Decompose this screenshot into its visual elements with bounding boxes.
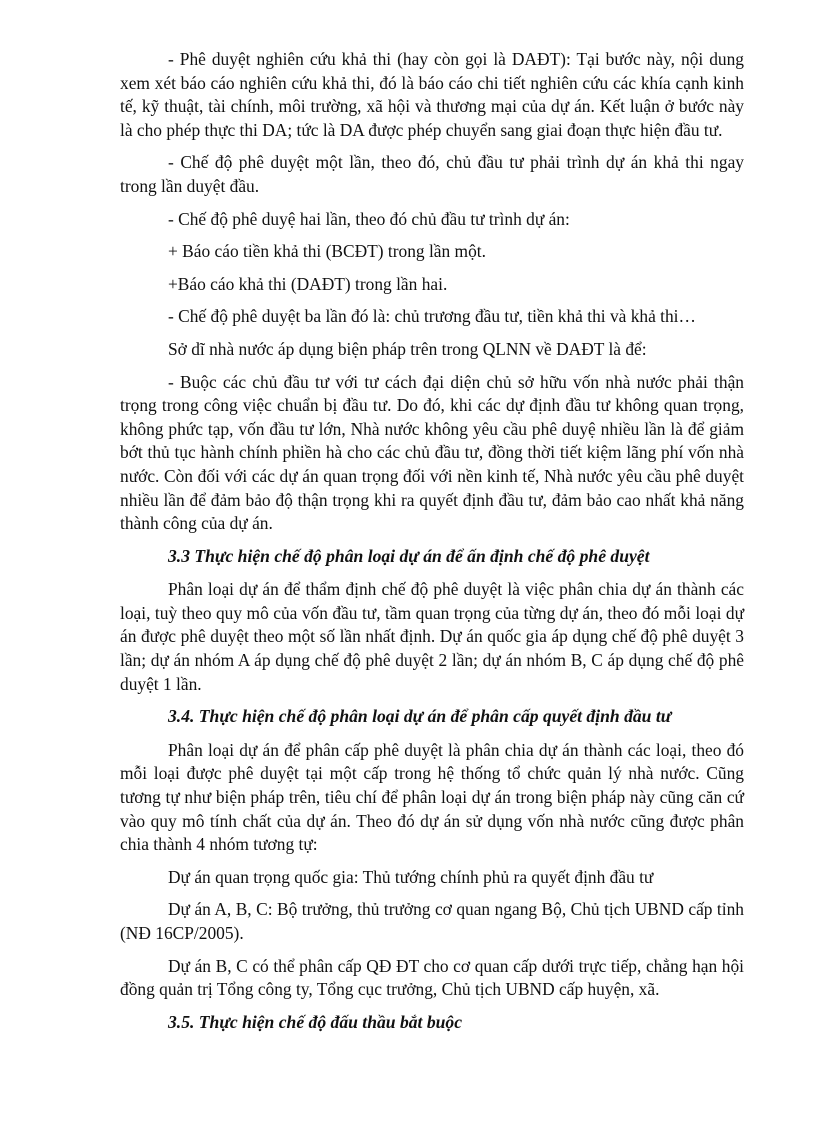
paragraph-reason-detail: - Buộc các chủ đầu tư với tư cách đại diện chủ sở hữu vốn nhà nước phải thận trọng trong công việc chuẩn bị đầu tư. Do đó, khi các dự định đầu tư không quan trọng, không phức tạp, vốn đầu tư lớn, Nhà nước không yêu cầu phê duyệ nhiều lần là để giảm bớt thủ tục hành chính phiền hà cho các chủ đầu tư, đồng thời tiết kiệm lãng phí vốn nhà nước. Còn đối với các dự án quan trọng đối với nền kinh tế, Nhà nước yêu cầu phê duyệt nhiều lần để đảm bảo độ thận trọng khi ra quyết định đầu tư, đảm bảo cao nhất khả năng thành công của dự án. (120, 371, 744, 534)
paragraph-approval-once: - Chế độ phê duyệt một lần, theo đó, chủ đầu tư phải trình dự án khả thi ngay trong lần duyệt đầu. (120, 152, 744, 196)
heading-3-3: 3.3 Thực hiện chế độ phân loại dự án để ấn định chế độ phê duyệt (168, 545, 650, 566)
paragraph-approval-twice: - Chế độ phê duyệ hai lần, theo đó chủ đầu tư trình dự án: (168, 208, 570, 229)
paragraph-classification-decision: Phân loại dự án để phân cấp phê duyệt là phân chia dự án thành các loại, theo đó mỗi loại được phê duyệt tại một cấp trong hệ thống tổ chức quản lý nhà nước. Cũng tương tự như biện pháp trên, tiêu chí để phân loại dự án trong biện pháp này cũng căn cứ vào quy mô tính chất của dự án. Theo đó dự án sử dụng vốn nhà nước cũng được phân chia thành 4 nhóm tương tự: (120, 739, 744, 855)
paragraph-group-abc: Dự án A, B, C: Bộ trưởng, thủ trưởng cơ quan ngang Bộ, Chủ tịch UBND cấp tỉnh (NĐ 16CP/2005). (120, 899, 744, 943)
list-item-feasibility: +Báo cáo khả thi (DAĐT) trong lần hai. (168, 273, 448, 294)
paragraph-national-projects: Dự án quan trọng quốc gia: Thủ tướng chính phủ ra quyết định đầu tư (168, 866, 654, 887)
heading-3-5: 3.5. Thực hiện chế độ đấu thầu bắt buộc (168, 1011, 463, 1032)
heading-3-4: 3.4. Thực hiện chế độ phân loại dự án để phân cấp quyết định đầu tư (168, 706, 672, 727)
paragraph-group-bc: Dự án B, C có thể phân cấp QĐ ĐT cho cơ quan cấp dưới trực tiếp, chẳng hạn hội đồng quản trị Tổng công ty, Tổng cục trưởng, Chủ tịch UBND cấp huyện, xã. (120, 955, 744, 1000)
paragraph-approval-three-times: - Chế độ phê duyệt ba lần đó là: chủ trương đầu tư, tiền khả thi và khả thi… (168, 306, 696, 327)
paragraph-classification-approval: Phân loại dự án để thẩm định chế độ phê duyệt là việc phân chia dự án thành các loại, tuỳ theo quy mô của vốn đầu tư, tầm quan trọng của từng dự án, theo đó mỗi loại dự án được phê duyệt theo một số lần nhất định. Dự án quốc gia áp dụng chế độ phê duyệt 3 lần; dự án nhóm A áp dụng chế độ phê duyệt 2 lần; dự án nhóm B, C áp dụng chế độ phê duyệt 1 lần. (120, 579, 744, 694)
paragraph-reason-intro: Sở dĩ nhà nước áp dụng biện pháp trên trong QLNN về DAĐT là để: (168, 338, 647, 359)
paragraph-feasibility-approval: - Phê duyệt nghiên cứu khả thi (hay còn gọi là DAĐT): Tại bước này, nội dung xem xét báo cáo nghiên cứu khả thi, đó là báo cáo chi tiết nghiên cứu các khía cạnh kinh tế, kỹ thuật, tài chính, môi trường, xã hội và thương mại của dự án. Kết luận ở bước này là cho phép thực thi DA; tức là DA được phép chuyển sang giai đoạn thực hiện đầu tư. (120, 49, 744, 140)
list-item-prefeasibility: + Báo cáo tiền khả thi (BCĐT) trong lần một. (168, 241, 486, 262)
